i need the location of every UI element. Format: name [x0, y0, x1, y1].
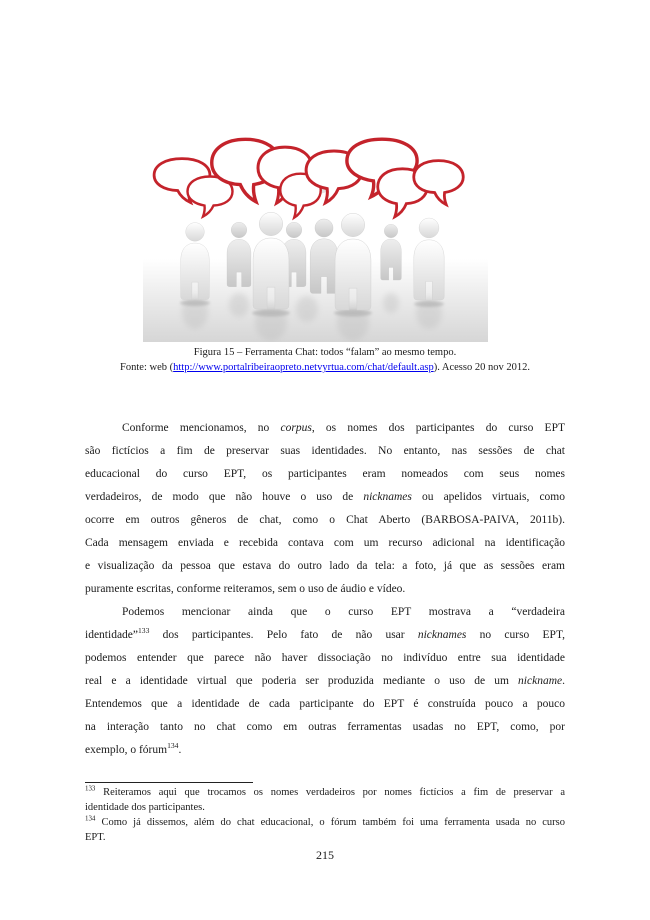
text-run: ou apelidos virtuais, como [411, 491, 565, 503]
text-run: identidade dos participantes. [85, 802, 205, 813]
chat-crowd-speech-bubbles-illustration [143, 137, 488, 342]
text-run: podemos entender que parece não haver dissociação no indivíduo entre sua identidade [85, 652, 565, 664]
text-run: Cada mensagem enviada e recebida contava com um recurso adicional na identificação [85, 537, 565, 549]
paragraph-1-line [85, 417, 565, 440]
paragraph-2-line [85, 624, 565, 647]
figure-source-link[interactable]: http://www.portalribeiraopreto.netvyrtua.com/chat/default.asp [173, 362, 434, 373]
body-text [85, 417, 565, 762]
paragraph-2-line [85, 670, 565, 693]
footnote-134-line [85, 815, 565, 830]
figure-source-suffix: ). Acesso 20 nov 2012. [433, 362, 530, 373]
text-run: Entendemos que a identidade de cada participante do EPT é construída pouco a pouco [85, 698, 565, 710]
text-run: dos participantes. Pelo fato de não usar [149, 629, 418, 641]
text-run: . [562, 675, 565, 687]
paragraph-2-line [85, 601, 565, 624]
text-run: e visualização da pessoa que estava do outro lado da tela: a foto, já que as sessões eram [85, 560, 565, 572]
paragraph-2-line [85, 647, 565, 670]
text-run: Reiteramos aqui que trocamos os nomes verdadeiros por nomes fictícios a fim de preservar a [95, 787, 565, 798]
text-run: no curso EPT, [466, 629, 565, 641]
text-run: , os nomes dos participantes do curso EPT [311, 422, 565, 434]
footnotes [85, 785, 565, 845]
footnote-separator [85, 782, 253, 783]
footnote-133-line [85, 800, 565, 815]
italic-term: nickname [518, 675, 563, 687]
text-run: Como já dissemos, além do chat educacional, o fórum também foi uma ferramenta usada no curso [95, 817, 565, 828]
page-number: 215 [316, 848, 334, 862]
footnote-marker-134: 134 [85, 815, 96, 823]
footnote-133-line [85, 785, 565, 800]
paragraph-1-line [85, 555, 565, 578]
paragraph-1-line [85, 578, 565, 601]
text-run: puramente escritas, conforme reiteramos, sem o uso de áudio e vídeo. [85, 583, 406, 595]
paragraph-2-line [85, 739, 565, 762]
text-run: verdadeiros, de modo que não houve o uso de [85, 491, 364, 503]
figure-source [85, 360, 565, 375]
paragraph-1-line [85, 440, 565, 463]
footnote-reference-133: 133 [138, 626, 150, 636]
footnote-134-line [85, 830, 565, 845]
paragraph-1-line [85, 509, 565, 532]
text-run: . [178, 744, 182, 756]
italic-term: nicknames [417, 629, 467, 641]
footnote-reference-134: 134 [167, 741, 179, 751]
italic-term: nicknames [363, 491, 412, 503]
figure-caption-block [85, 345, 565, 375]
text-run: exemplo, o fórum [85, 744, 168, 756]
text-run: educacional do curso EPT, os participantes eram nomeados com seus nomes [85, 468, 565, 480]
text-run: na interação tanto no chat como em outras ferramentas usadas no EPT, como, por [85, 721, 565, 733]
text-run: real e a identidade virtual que poderia ser produzida mediante o uso de um [85, 675, 519, 687]
figure-caption: Figura 15 – Ferramenta Chat: todos “falam” ao mesmo tempo. [193, 347, 457, 358]
figure-source-prefix: Fonte: web ( [120, 362, 174, 373]
italic-term: corpus [280, 422, 312, 434]
footnote-marker-133: 133 [85, 785, 96, 793]
paragraph-1-line [85, 463, 565, 486]
text-run: Conforme mencionamos, no [122, 422, 281, 434]
text-run: EPT. [85, 832, 106, 843]
paragraph-1-line [85, 532, 565, 555]
figure-image [143, 137, 488, 342]
text-run: Podemos mencionar ainda que o curso EPT mostrava a “verdadeira [122, 606, 565, 618]
text-run: são fictícios a fim de preservar suas identidades. No entanto, nas sessões de chat [85, 445, 565, 457]
paragraph-2-line [85, 693, 565, 716]
text-run: identidade” [85, 629, 139, 641]
paragraph-1-line [85, 486, 565, 509]
paragraph-2-line [85, 716, 565, 739]
text-run: ocorre em outros gêneros de chat, como o Chat Aberto (BARBOSA-PAIVA, 2011b). [85, 514, 565, 526]
